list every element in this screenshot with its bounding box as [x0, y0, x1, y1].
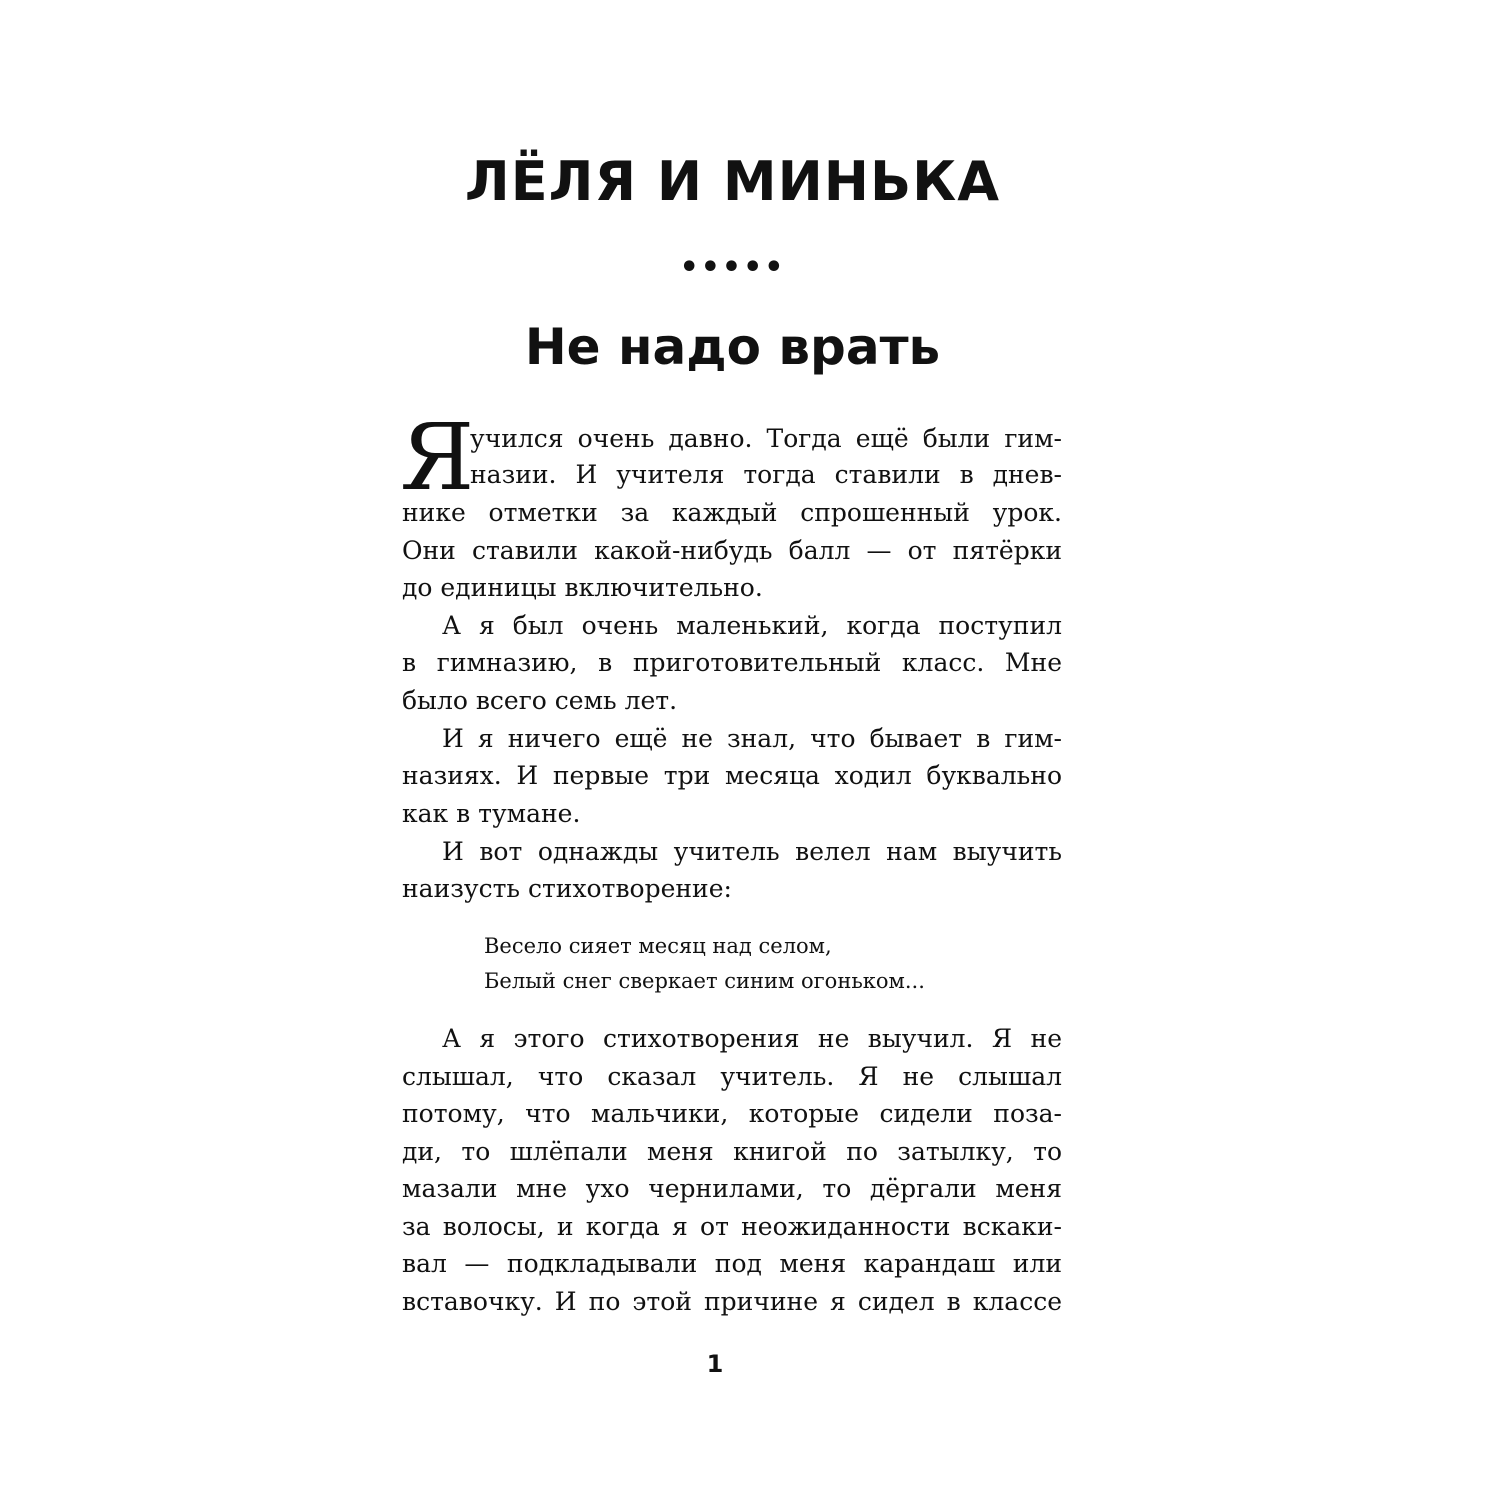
text-line: было всего семь лет.	[402, 686, 678, 715]
chapter-title: ЛЁЛЯ И МИНЬКА	[464, 150, 1001, 213]
text-line: назиях. И первые три месяца ходил буквально	[402, 761, 1062, 790]
drop-cap: Я	[400, 404, 475, 511]
text-line: А я этого стихотворения не выучил. Я не	[442, 1024, 1062, 1053]
ornament-divider: •••••	[679, 250, 786, 285]
text-line: потому, что мальчики, которые сидели поза-	[402, 1099, 1062, 1128]
text-line: ди, то шлёпали меня книгой по затылку, то	[402, 1137, 1062, 1166]
text-line: до единицы включительно.	[402, 573, 763, 602]
text-line: слышал, что сказал учитель. Я не слышал	[402, 1062, 1062, 1091]
text-line: Они ставили какой-нибудь балл — от пятёрки	[402, 536, 1062, 565]
text-line: за волосы, и когда я от неожиданности вскаки-	[402, 1212, 1062, 1241]
text-line: учился очень давно. Тогда ещё были гим-	[470, 424, 1062, 453]
text-line: вставочку. И по этой причине я сидел в классе	[402, 1287, 1062, 1316]
text-line: А я был очень маленький, когда поступил	[442, 611, 1062, 640]
text-line: И вот однажды учитель велел нам выучить	[442, 837, 1062, 866]
text-line: мазали мне ухо чернилами, то дёргали меня	[402, 1174, 1062, 1203]
text-line: как в тумане.	[402, 799, 581, 828]
poem-line: Весело сияет месяц над селом,	[484, 934, 832, 958]
poem-line: Белый снег сверкает синим огоньком...	[484, 969, 925, 993]
story-title: Не надо врать	[524, 318, 941, 376]
text-line: И я ничего ещё не знал, что бывает в гим-	[442, 724, 1062, 753]
text-line: назии. И учителя тогда ставили в днев-	[470, 460, 1062, 489]
text-line: наизусть стихотворение:	[402, 874, 732, 903]
page-number: 1	[706, 1350, 724, 1378]
text-line: нике отметки за каждый спрошенный урок.	[402, 498, 1062, 527]
text-line: вал — подкладывали под меня карандаш или	[402, 1249, 1062, 1278]
text-line: в гимназию, в приготовительный класс. Мне	[402, 648, 1062, 677]
